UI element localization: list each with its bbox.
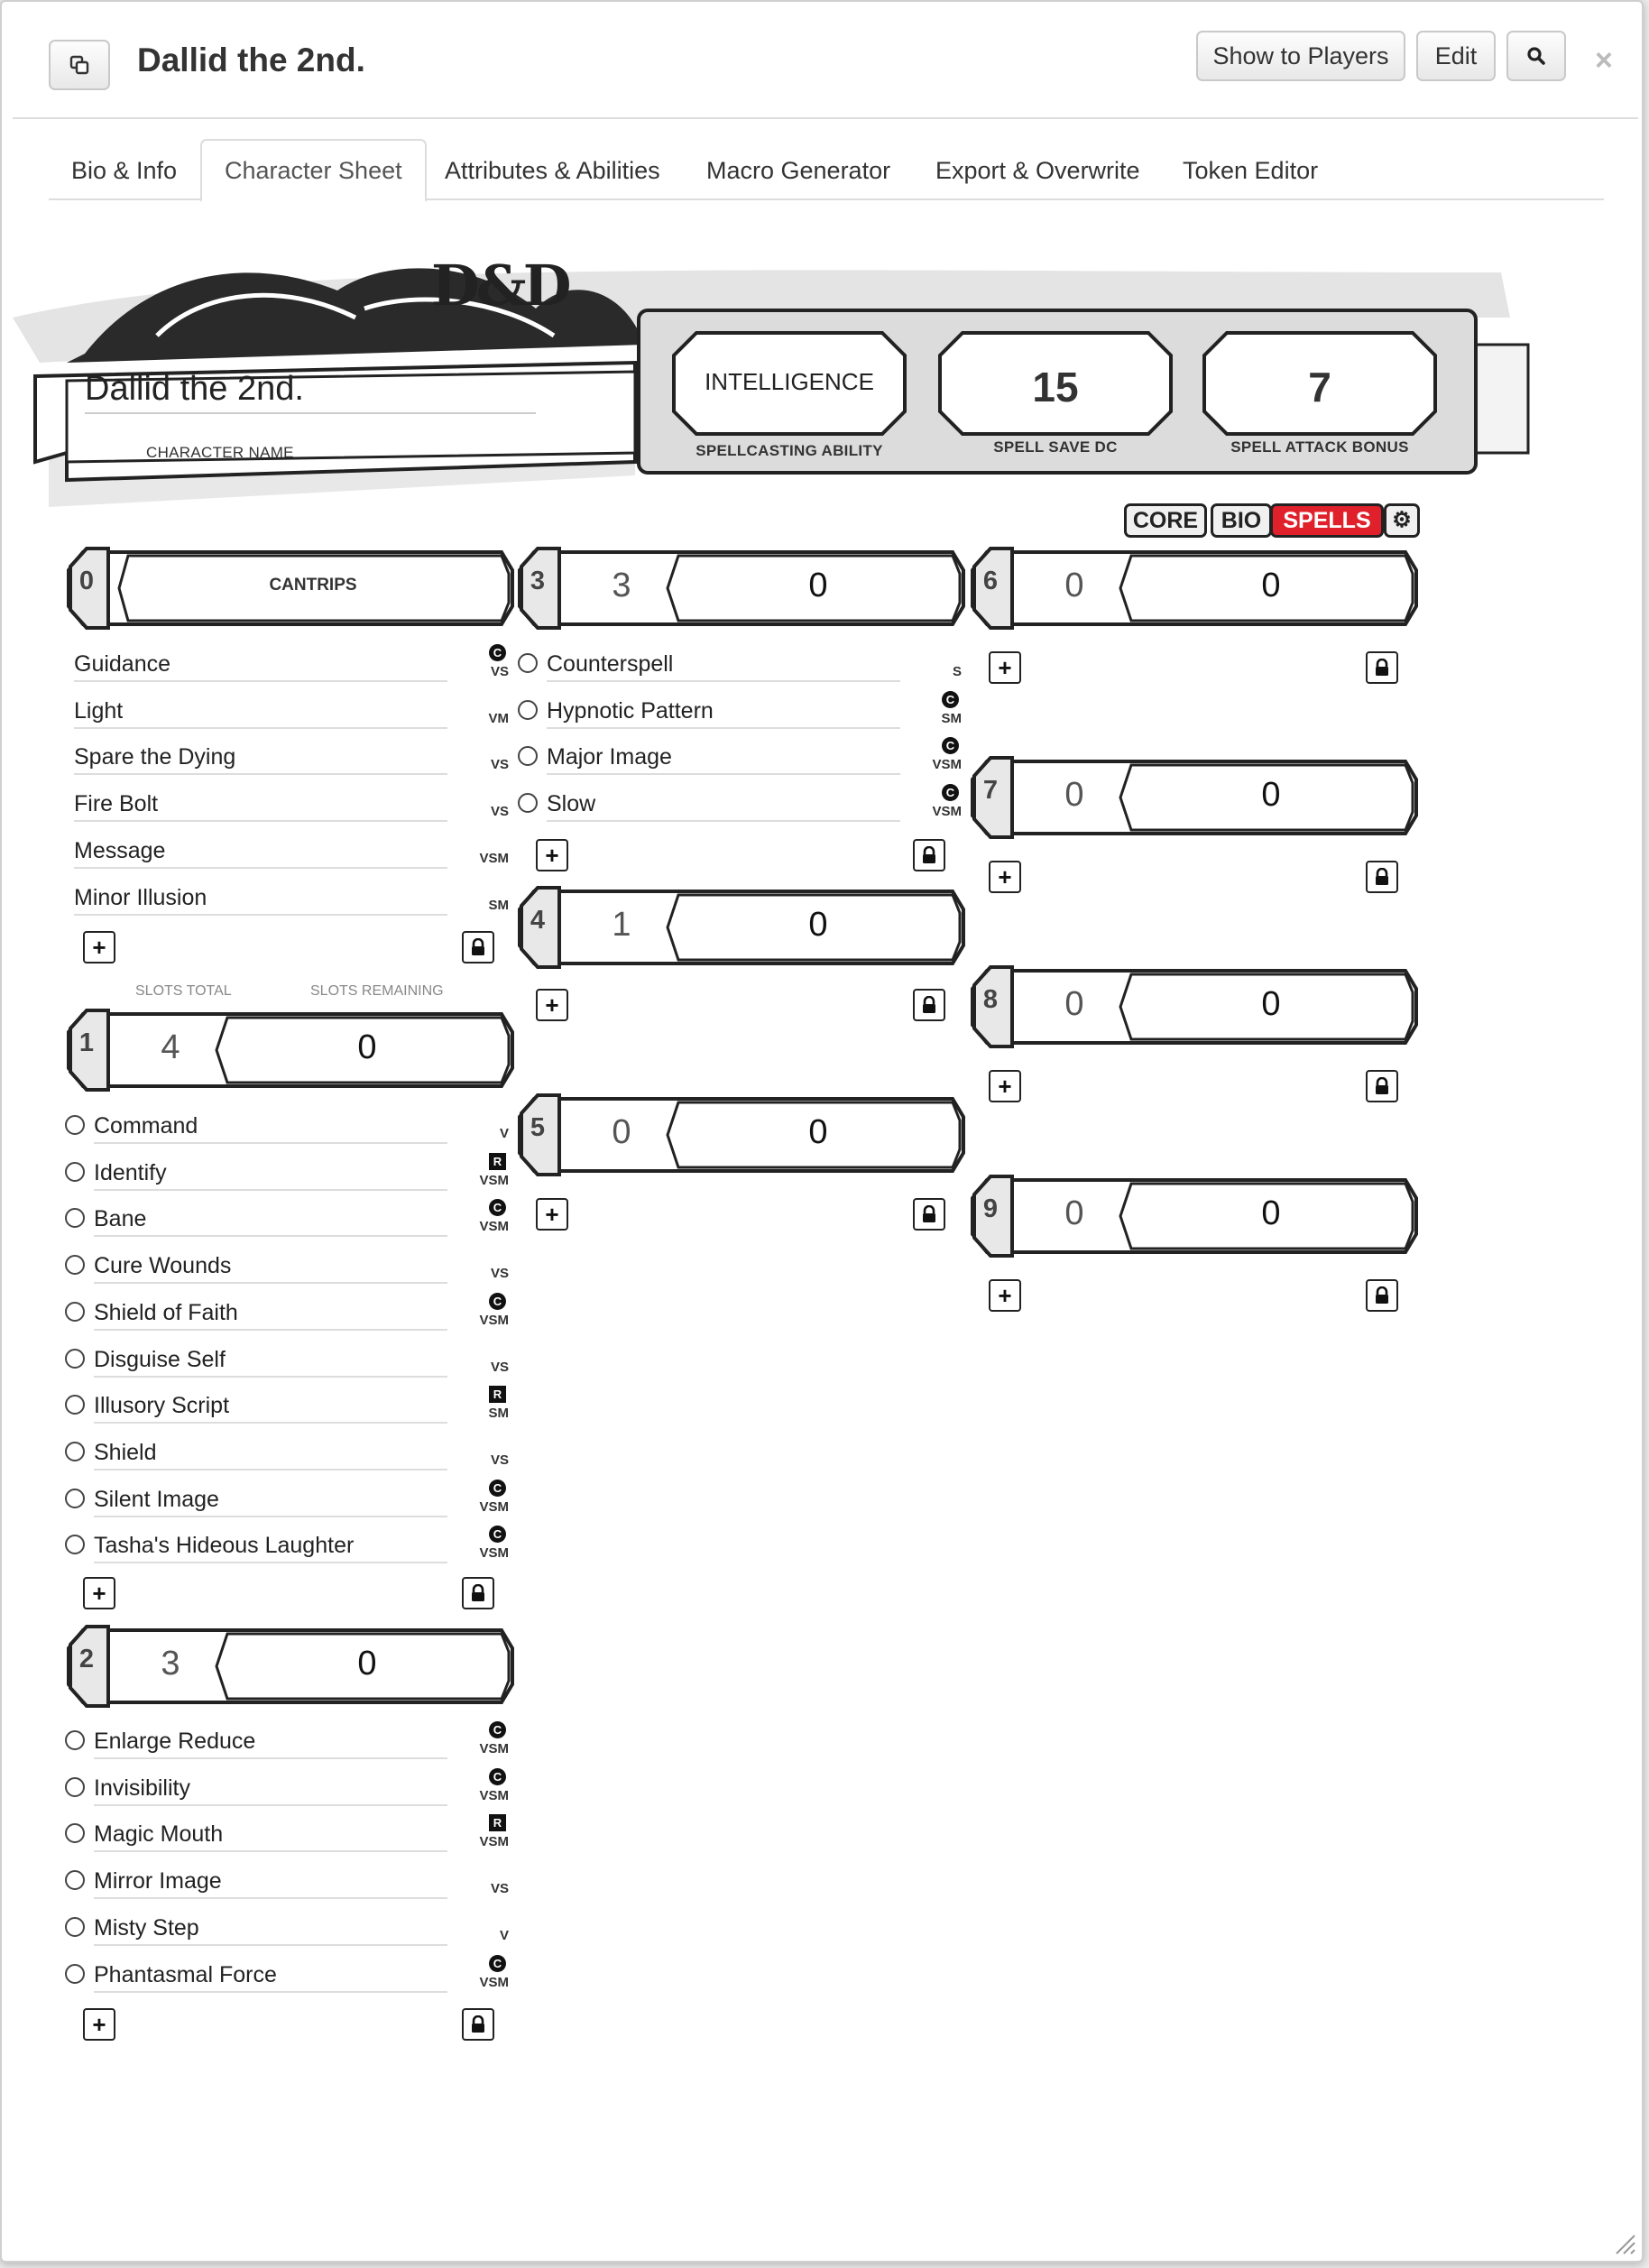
lock-icon bbox=[921, 1205, 937, 1223]
spell-row[interactable] bbox=[65, 1721, 511, 1761]
concentration-icon: C bbox=[489, 1526, 506, 1543]
level-8-header bbox=[969, 962, 1420, 1052]
spell-components: VSM bbox=[479, 1498, 509, 1515]
level-6-slots-remaining[interactable]: 0 bbox=[1261, 567, 1281, 604]
lock-level-5-button[interactable] bbox=[913, 1198, 945, 1231]
add-level-1-spell-button[interactable] bbox=[83, 1577, 115, 1609]
spell-name[interactable]: Magic Mouth bbox=[94, 1821, 224, 1848]
prepared-radio[interactable] bbox=[65, 1964, 85, 1984]
spell-row[interactable] bbox=[65, 1246, 511, 1286]
spell-underline bbox=[94, 1329, 447, 1331]
add-level-3-spell-button[interactable] bbox=[536, 839, 568, 871]
spells-tab[interactable]: SPELLS bbox=[1270, 503, 1384, 538]
level-3-slots-total[interactable]: 3 bbox=[612, 567, 631, 604]
search-button[interactable] bbox=[1506, 31, 1566, 81]
concentration-icon: C bbox=[489, 1480, 506, 1497]
spell-name[interactable]: Shield of Faith bbox=[94, 1299, 238, 1325]
spell-row[interactable] bbox=[65, 1908, 511, 1948]
plus-icon: + bbox=[545, 1200, 559, 1228]
spell-name[interactable]: Bane bbox=[94, 1206, 147, 1232]
spell-underline bbox=[74, 867, 447, 869]
spell-name[interactable]: Phantasmal Force bbox=[94, 1961, 277, 1987]
level-2-header bbox=[65, 1621, 516, 1711]
spell-attack-bonus-box bbox=[1202, 330, 1438, 456]
spell-underline bbox=[94, 1282, 447, 1284]
concentration-icon: C bbox=[489, 1293, 506, 1310]
level-4-number: 4 bbox=[530, 906, 546, 935]
tab-bio-info[interactable]: Bio & Info bbox=[71, 156, 178, 184]
add-level-9-spell-button[interactable] bbox=[989, 1279, 1021, 1312]
prepared-radio[interactable] bbox=[65, 1162, 85, 1182]
spell-underline bbox=[94, 1562, 447, 1563]
level-0-number: 0 bbox=[78, 567, 95, 595]
spell-row[interactable] bbox=[65, 1433, 511, 1472]
spell-row[interactable] bbox=[65, 1106, 511, 1146]
spell-save-dc-box bbox=[937, 330, 1174, 456]
plus-icon: + bbox=[545, 991, 559, 1019]
level-1-slots-remaining[interactable]: 0 bbox=[357, 1028, 377, 1066]
level-8-number: 8 bbox=[982, 985, 999, 1014]
lock-icon bbox=[470, 938, 486, 956]
search-icon bbox=[1526, 46, 1546, 66]
spell-underline bbox=[94, 1516, 447, 1517]
prepared-radio[interactable] bbox=[65, 1302, 85, 1322]
ritual-icon: R bbox=[489, 1814, 506, 1831]
spell-name[interactable]: Tasha's Hideous Laughter bbox=[94, 1533, 355, 1559]
spell-row[interactable] bbox=[65, 1861, 511, 1901]
spell-underline bbox=[547, 773, 900, 775]
spell-components: VSM bbox=[479, 1974, 509, 1990]
spell-row[interactable] bbox=[518, 691, 963, 731]
slots-total-label: SLOTS TOTAL bbox=[135, 983, 232, 999]
lock-icon bbox=[1374, 868, 1390, 886]
concentration-icon: C bbox=[489, 1768, 506, 1785]
level-1-number: 1 bbox=[78, 1028, 95, 1057]
plus-icon: + bbox=[92, 933, 106, 961]
show-to-players-button[interactable]: Show to Players bbox=[1196, 31, 1405, 81]
spell-name[interactable]: Message bbox=[74, 837, 166, 863]
spell-name[interactable]: Fire Bolt bbox=[74, 791, 159, 817]
level-6-header bbox=[969, 543, 1420, 633]
character-name-label: CHARACTER NAME bbox=[146, 444, 294, 461]
spell-name[interactable]: Identify bbox=[94, 1159, 167, 1185]
prepared-radio[interactable] bbox=[65, 1255, 85, 1275]
close-icon[interactable]: × bbox=[1595, 43, 1613, 78]
spell-underline bbox=[74, 914, 447, 916]
add-level-5-spell-button[interactable] bbox=[536, 1198, 568, 1231]
prepared-radio[interactable] bbox=[518, 653, 538, 673]
concentration-icon: C bbox=[489, 644, 506, 661]
add-cantrip-button[interactable] bbox=[83, 931, 115, 963]
spell-name[interactable]: Disguise Self bbox=[94, 1346, 226, 1372]
prepared-radio[interactable] bbox=[65, 1730, 85, 1750]
spell-name[interactable]: Guidance bbox=[74, 651, 171, 677]
spell-row[interactable] bbox=[67, 831, 511, 871]
spell-underline bbox=[74, 727, 447, 729]
spell-underline bbox=[94, 1897, 447, 1899]
spell-underline bbox=[94, 1376, 447, 1378]
prepared-radio[interactable] bbox=[518, 700, 538, 720]
plus-icon: + bbox=[92, 2010, 106, 2038]
level-5-slots-remaining[interactable]: 0 bbox=[808, 1113, 828, 1151]
spell-components: SM bbox=[941, 710, 962, 726]
spell-name[interactable]: Misty Step bbox=[94, 1914, 199, 1941]
spell-underline bbox=[94, 1850, 447, 1852]
prepared-radio[interactable] bbox=[65, 1870, 85, 1890]
spell-attack-bonus-value[interactable]: 7 bbox=[1308, 364, 1331, 410]
lock-level-4-button[interactable] bbox=[913, 989, 945, 1021]
level-9-header bbox=[969, 1171, 1420, 1261]
add-level-2-spell-button[interactable] bbox=[83, 2008, 115, 2041]
spell-row[interactable] bbox=[65, 1293, 511, 1332]
lock-cantrips-button[interactable] bbox=[462, 931, 494, 963]
level-9-slots-remaining[interactable]: 0 bbox=[1261, 1194, 1281, 1232]
concentration-icon: C bbox=[489, 1199, 506, 1216]
cantrips-label: CANTRIPS bbox=[269, 576, 357, 595]
add-level-4-spell-button[interactable] bbox=[536, 989, 568, 1021]
prepared-radio[interactable] bbox=[65, 1442, 85, 1461]
spell-row[interactable] bbox=[65, 1955, 511, 1995]
spell-underline bbox=[74, 773, 447, 775]
plus-icon: + bbox=[545, 841, 559, 869]
spell-components: VS bbox=[490, 1881, 509, 1897]
ritual-icon: R bbox=[489, 1153, 506, 1170]
spell-underline bbox=[74, 680, 447, 682]
spell-underline bbox=[94, 1469, 447, 1471]
spell-underline bbox=[94, 1944, 447, 1946]
level-9-slots-total[interactable]: 0 bbox=[1064, 1194, 1084, 1232]
spell-attack-bonus-label: SPELL ATTACK BONUS bbox=[1230, 438, 1409, 456]
lock-level-8-button[interactable] bbox=[1366, 1070, 1398, 1102]
level-7-number: 7 bbox=[982, 776, 999, 805]
spell-row[interactable] bbox=[65, 1814, 511, 1854]
spell-underline bbox=[94, 1804, 447, 1806]
level-4-slots-total[interactable]: 1 bbox=[612, 906, 631, 944]
spell-name[interactable]: Silent Image bbox=[94, 1486, 219, 1512]
popout-button[interactable] bbox=[49, 40, 110, 90]
level-2-slots-total[interactable]: 3 bbox=[161, 1645, 180, 1683]
spell-row[interactable] bbox=[67, 878, 511, 917]
spell-row[interactable] bbox=[67, 644, 511, 684]
prepared-radio[interactable] bbox=[65, 1917, 85, 1937]
edit-button[interactable]: Edit bbox=[1416, 31, 1496, 81]
level-1-header bbox=[65, 1005, 516, 1095]
spell-components: VSM bbox=[479, 1787, 509, 1803]
level-4-header bbox=[516, 882, 967, 973]
spell-components: VS bbox=[490, 757, 509, 773]
spell-name[interactable]: Slow bbox=[547, 791, 596, 817]
level-3-number: 3 bbox=[530, 567, 546, 595]
plus-icon: + bbox=[92, 1579, 106, 1607]
concentration-icon: C bbox=[942, 691, 959, 708]
ritual-icon: R bbox=[489, 1386, 506, 1403]
spell-name[interactable]: Mirror Image bbox=[94, 1868, 222, 1895]
level-8-slots-total[interactable]: 0 bbox=[1064, 985, 1084, 1023]
spell-underline bbox=[94, 1991, 447, 1993]
lock-icon bbox=[921, 846, 937, 864]
core-tab[interactable]: CORE bbox=[1124, 503, 1207, 538]
level-7-slots-remaining[interactable]: 0 bbox=[1261, 776, 1281, 814]
plus-icon: + bbox=[998, 1072, 1012, 1100]
add-level-6-spell-button[interactable] bbox=[989, 651, 1021, 684]
spell-row[interactable] bbox=[65, 1153, 511, 1193]
tab-export-overwrite[interactable]: Export & Overwrite bbox=[935, 156, 1140, 184]
add-level-8-spell-button[interactable] bbox=[989, 1070, 1021, 1102]
spell-underline bbox=[74, 820, 447, 822]
spell-name[interactable]: Counterspell bbox=[547, 651, 674, 677]
plus-icon: + bbox=[998, 1281, 1012, 1309]
prepared-radio[interactable] bbox=[65, 1535, 85, 1554]
concentration-icon: C bbox=[489, 1955, 506, 1972]
level-6-slots-total[interactable]: 0 bbox=[1064, 567, 1084, 604]
spell-components: VS bbox=[490, 1452, 509, 1468]
dnd-logo: D&D bbox=[431, 253, 568, 318]
spell-underline bbox=[94, 1757, 447, 1759]
prepared-radio[interactable] bbox=[65, 1823, 85, 1843]
spellcasting-ability-label: SPELLCASTING ABILITY bbox=[696, 442, 883, 459]
tab-token-editor[interactable]: Token Editor bbox=[1183, 156, 1319, 184]
spell-underline bbox=[94, 1142, 447, 1144]
popout-icon bbox=[69, 54, 90, 76]
spell-row[interactable] bbox=[65, 1480, 511, 1519]
level-0-header bbox=[65, 543, 516, 633]
spell-components: VS bbox=[490, 664, 509, 679]
slots-remaining-label: SLOTS REMAINING bbox=[310, 983, 444, 999]
spell-components: VSM bbox=[479, 1312, 509, 1328]
concentration-icon: C bbox=[942, 784, 959, 801]
resize-handle-icon[interactable] bbox=[1611, 2230, 1636, 2255]
character-name-value[interactable]: Dallid the 2nd. bbox=[85, 370, 536, 414]
level-5-header bbox=[516, 1090, 967, 1180]
tab-attributes-abilities[interactable]: Attributes & Abilities bbox=[445, 156, 660, 184]
lock-icon bbox=[1374, 1077, 1390, 1095]
level-5-number: 5 bbox=[530, 1113, 546, 1142]
spell-underline bbox=[94, 1235, 447, 1237]
spell-row[interactable] bbox=[518, 644, 963, 684]
prepared-radio[interactable] bbox=[65, 1777, 85, 1797]
level-7-header bbox=[969, 752, 1420, 843]
spell-row[interactable] bbox=[67, 737, 511, 777]
add-level-7-spell-button[interactable] bbox=[989, 861, 1021, 893]
lock-level-1-button[interactable] bbox=[462, 1577, 494, 1609]
spell-name[interactable]: Shield bbox=[94, 1439, 157, 1465]
spell-components: VSM bbox=[479, 1741, 509, 1756]
lock-level-6-button[interactable] bbox=[1366, 651, 1398, 684]
level-1-slots-total[interactable]: 4 bbox=[161, 1028, 180, 1066]
lock-icon bbox=[470, 1584, 486, 1602]
lock-icon bbox=[1374, 1286, 1390, 1305]
prepared-radio[interactable] bbox=[65, 1115, 85, 1135]
spell-components: SM bbox=[488, 1406, 509, 1422]
level-3-header bbox=[516, 543, 967, 633]
prepared-radio[interactable] bbox=[65, 1395, 85, 1415]
settings-tab[interactable] bbox=[1384, 503, 1420, 538]
spell-underline bbox=[547, 727, 900, 729]
plus-icon: + bbox=[998, 653, 1012, 681]
spell-components: V bbox=[499, 1927, 509, 1943]
spell-name[interactable]: Invisibility bbox=[94, 1775, 190, 1801]
spell-components: VS bbox=[490, 804, 509, 820]
spell-underline bbox=[547, 820, 900, 822]
spell-name[interactable]: Minor Illusion bbox=[74, 884, 207, 910]
bio-tab[interactable]: BIO bbox=[1211, 503, 1272, 538]
spell-row[interactable] bbox=[65, 1526, 511, 1565]
plus-icon: + bbox=[998, 862, 1012, 890]
spell-name[interactable]: Enlarge Reduce bbox=[94, 1729, 256, 1754]
spell-row[interactable] bbox=[65, 1768, 511, 1808]
tab-macro-generator[interactable]: Macro Generator bbox=[706, 156, 891, 184]
lock-level-7-button[interactable] bbox=[1366, 861, 1398, 893]
prepared-radio[interactable] bbox=[65, 1208, 85, 1228]
tab-bar bbox=[49, 139, 1604, 200]
spellcasting-ability-value[interactable]: INTELLIGENCE bbox=[705, 368, 874, 395]
spell-name[interactable]: Spare the Dying bbox=[74, 744, 236, 770]
spell-underline bbox=[547, 680, 900, 682]
concentration-icon: C bbox=[489, 1721, 506, 1738]
spell-components: VS bbox=[490, 1359, 509, 1375]
level-8-slots-remaining[interactable]: 0 bbox=[1261, 985, 1281, 1023]
spell-underline bbox=[94, 1189, 447, 1191]
header-divider bbox=[13, 117, 1638, 119]
spell-name[interactable]: Major Image bbox=[547, 744, 672, 770]
spell-components: VS bbox=[490, 1266, 509, 1282]
spell-name[interactable]: Cure Wounds bbox=[94, 1253, 232, 1279]
spell-underline bbox=[94, 1422, 447, 1424]
spell-components: VSM bbox=[479, 1219, 509, 1235]
concentration-icon: C bbox=[942, 737, 959, 754]
window-title: Dallid the 2nd. bbox=[137, 41, 365, 78]
prepared-radio[interactable] bbox=[65, 1349, 85, 1369]
level-2-slots-remaining[interactable]: 0 bbox=[357, 1645, 377, 1683]
spell-components: VSM bbox=[932, 804, 962, 820]
spell-components: S bbox=[952, 664, 962, 679]
spell-row[interactable] bbox=[65, 1340, 511, 1379]
level-9-number: 9 bbox=[982, 1194, 999, 1223]
spell-components: VSM bbox=[479, 850, 509, 866]
level-5-slots-total[interactable]: 0 bbox=[612, 1113, 631, 1151]
spellcasting-ability-box bbox=[671, 330, 907, 459]
prepared-radio[interactable] bbox=[518, 746, 538, 766]
spell-components: V bbox=[499, 1126, 509, 1141]
level-7-slots-total[interactable]: 0 bbox=[1064, 776, 1084, 814]
prepared-radio[interactable] bbox=[65, 1489, 85, 1508]
level-6-number: 6 bbox=[982, 567, 999, 595]
spell-save-dc-label: SPELL SAVE DC bbox=[993, 438, 1118, 456]
level-2-number: 2 bbox=[78, 1645, 95, 1673]
spell-name[interactable]: Command bbox=[94, 1113, 198, 1139]
spell-components: SM bbox=[488, 897, 509, 913]
spell-row[interactable] bbox=[65, 1386, 511, 1425]
spell-save-dc-value[interactable]: 15 bbox=[1032, 364, 1079, 410]
spell-components: VM bbox=[488, 710, 509, 726]
spell-name[interactable]: Illusory Script bbox=[94, 1393, 230, 1419]
spell-row[interactable] bbox=[67, 784, 511, 824]
spell-components: VSM bbox=[479, 1834, 509, 1850]
spell-row[interactable] bbox=[518, 737, 963, 777]
tab-character-sheet[interactable]: Character Sheet bbox=[200, 139, 427, 202]
lock-level-2-button[interactable] bbox=[462, 2008, 494, 2041]
lock-icon bbox=[1374, 659, 1390, 677]
level-3-slots-remaining[interactable]: 0 bbox=[808, 567, 828, 604]
lock-icon bbox=[921, 996, 937, 1014]
spell-components: VSM bbox=[479, 1172, 509, 1188]
spell-components: VSM bbox=[932, 757, 962, 773]
lock-level-9-button[interactable] bbox=[1366, 1279, 1398, 1312]
spell-components: VSM bbox=[479, 1545, 509, 1562]
spell-row[interactable] bbox=[67, 691, 511, 731]
lock-icon bbox=[470, 2015, 486, 2033]
level-4-slots-remaining[interactable]: 0 bbox=[808, 906, 828, 944]
spell-name[interactable]: Light bbox=[74, 697, 124, 724]
prepared-radio[interactable] bbox=[518, 793, 538, 813]
gear-icon: ⚙ bbox=[1392, 508, 1412, 532]
spell-row[interactable] bbox=[518, 784, 963, 824]
lock-level-3-button[interactable] bbox=[913, 839, 945, 871]
spell-name[interactable]: Hypnotic Pattern bbox=[547, 697, 714, 724]
spell-row[interactable] bbox=[65, 1199, 511, 1239]
